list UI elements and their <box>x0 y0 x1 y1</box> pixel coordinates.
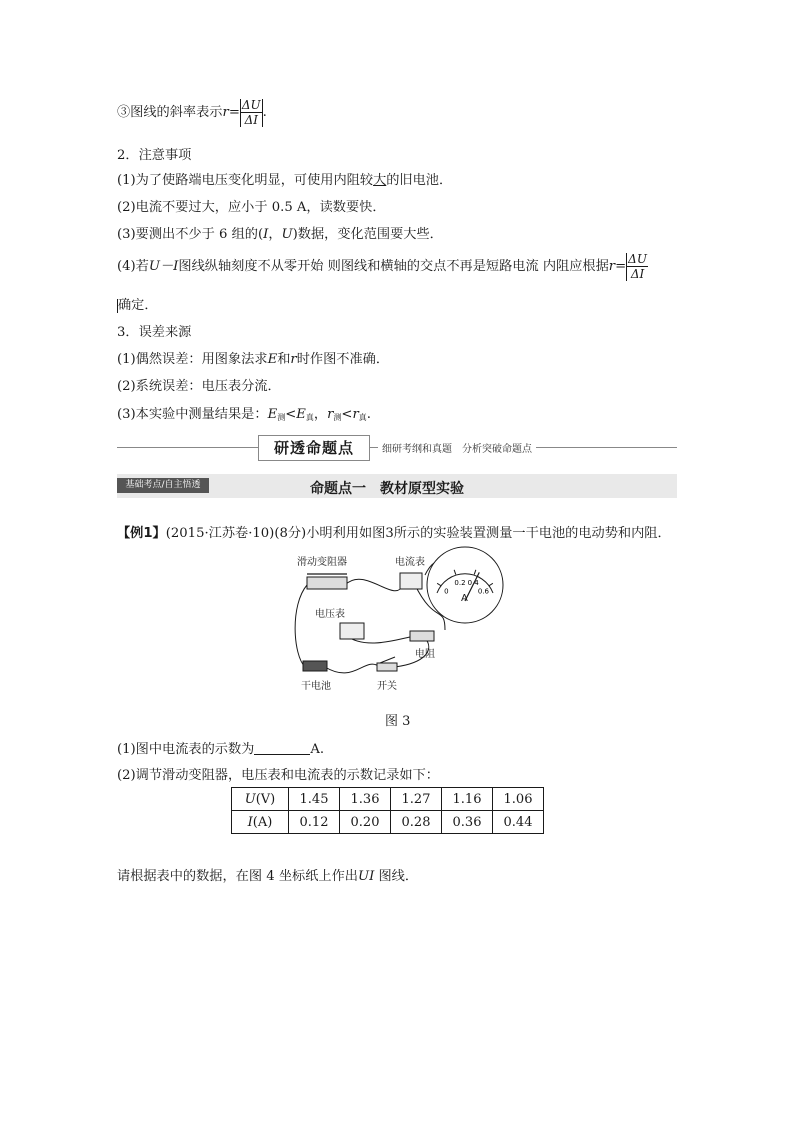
example-label: 【例1】 <box>117 526 166 541</box>
table-header-i <box>232 811 289 834</box>
table-cell: 0.20 <box>340 811 391 834</box>
precaution-2: (2)电流不要过大，应小于 0.5 A，读数要快． <box>117 200 386 215</box>
fraction-denominator: ΔI <box>244 113 258 127</box>
precautions-heading: 2．注意事项 <box>117 148 192 163</box>
fraction-numerator: ΔU <box>241 98 261 112</box>
slope-eq: = <box>228 105 240 120</box>
less-than: < <box>285 407 297 422</box>
error-1-and: 和 <box>277 352 291 367</box>
table-cell: 0.12 <box>289 811 340 834</box>
precaution-4-mid: 图线纵轴刻度不从零开始 则图线和横轴的交点不再是短路电流 内阻应根据 <box>178 259 609 274</box>
battery <box>303 661 327 671</box>
precaution-4-pre: (4)若 <box>117 259 149 274</box>
precaution-4-eq: = <box>615 259 627 274</box>
precaution-1 <box>117 169 452 188</box>
rheostat-label: 滑动变阻器 <box>297 557 347 568</box>
section-subtitle: 细研考纲和真题 分析突破命题点 <box>378 440 536 455</box>
precaution-1-pre: (1)为了使路端电压变化明显，可使用内阻较 <box>117 173 374 188</box>
voltmeter <box>340 623 364 639</box>
precaution-4-tail-text: 确定． <box>118 298 158 313</box>
table-row <box>232 788 544 811</box>
table-row <box>232 811 544 834</box>
question-1 <box>117 738 324 757</box>
example-1 <box>117 522 671 541</box>
rheostat <box>307 577 347 589</box>
header-var: I <box>247 814 253 830</box>
resistor-label: 电阻 <box>415 649 435 660</box>
instruction-pre: 请根据表中的数据，在图 4 坐标纸上作出 <box>117 869 358 884</box>
meter-tick-label: 0.4 <box>467 579 479 588</box>
table-cell: 0.28 <box>391 811 442 834</box>
error-3-end: . <box>366 407 371 422</box>
less-than: < <box>341 407 353 422</box>
precaution-1-emph: 大 <box>373 173 387 188</box>
instruction <box>117 865 418 884</box>
table-cell: 1.06 <box>493 788 544 811</box>
sub-measured: 测 <box>277 413 286 422</box>
emf-measured: E <box>267 407 278 422</box>
section-rule-left <box>117 447 258 448</box>
slope-note-text: ③图线的斜率表示 <box>117 105 223 120</box>
table-cell: 0.44 <box>493 811 544 834</box>
instruction-var: UI <box>357 869 375 884</box>
question-1-post: A. <box>310 742 325 757</box>
measurement-table <box>231 787 544 834</box>
slope-suffix: . <box>262 105 267 120</box>
table-header-u <box>232 788 289 811</box>
errors-heading: 3．误差来源 <box>117 325 192 340</box>
sub-true: 真 <box>358 413 367 422</box>
table-cell: 1.16 <box>442 788 493 811</box>
error-3-pre: (3)本实验中测量结果是： <box>117 407 268 422</box>
section-title: 研透命题点 <box>258 435 370 461</box>
switch <box>377 663 397 671</box>
table-cell: 1.45 <box>289 788 340 811</box>
question-2: (2)调节滑动变阻器，电压表和电流表的示数记录如下： <box>117 768 439 783</box>
r-measured: r <box>327 407 334 422</box>
ammeter-label: 电流表 <box>395 557 425 568</box>
r-true: r <box>352 407 359 422</box>
slope-var: r <box>222 105 229 120</box>
instruction-post: 图线． <box>374 869 419 884</box>
table-cell: 1.36 <box>340 788 391 811</box>
header-unit: (A) <box>252 814 273 830</box>
error-1-pre: (1)偶然误差：用图象法求 <box>117 352 268 367</box>
wire <box>295 585 307 667</box>
meter-unit: A <box>461 593 468 604</box>
slope-note <box>117 98 267 127</box>
error-3-comma: ， <box>313 407 328 422</box>
precaution-4-var: r <box>608 259 616 274</box>
emf-var: E <box>267 352 278 367</box>
meter-tick-label: 0 <box>444 587 449 596</box>
question-1-pre: (1)图中电流表的示数为 <box>117 742 255 757</box>
topic-title: 命题点一 教材原型实验 <box>310 481 464 497</box>
precaution-3 <box>117 223 443 242</box>
precaution-3-pre: (3)要测出不少于 6 组的( <box>117 227 264 242</box>
answer-blank[interactable] <box>254 742 310 755</box>
table-cell: 1.27 <box>391 788 442 811</box>
ammeter <box>400 573 422 589</box>
circuit-diagram <box>285 545 515 705</box>
error-1 <box>117 348 389 367</box>
precaution-1-post: 的旧电池． <box>386 173 453 188</box>
slope-fraction <box>241 98 262 127</box>
fraction-numerator: ΔU <box>628 252 647 266</box>
precaution-4-fraction <box>627 252 648 281</box>
resistor <box>410 631 434 641</box>
figure-caption: 图 3 <box>385 714 411 729</box>
emf-true: E <box>296 407 306 422</box>
resistance-var: r <box>290 352 297 367</box>
current-var: I <box>263 227 269 242</box>
precaution-4-axis: U－I <box>148 259 179 274</box>
switch-lever <box>380 657 395 663</box>
meter-tick-label: 0.6 <box>477 587 490 596</box>
switch-label: 开关 <box>377 681 397 692</box>
wire <box>325 664 380 673</box>
battery-label: 干电池 <box>301 681 331 692</box>
header-unit: (V) <box>255 791 276 807</box>
sub-measured: 测 <box>333 413 342 422</box>
voltmeter-label: 电压表 <box>315 609 345 620</box>
voltage-var: U <box>281 227 293 242</box>
error-1-post: 时作图不准确． <box>296 352 390 367</box>
meter-tick-label: 0.2 <box>454 579 466 588</box>
table-cell: 0.36 <box>442 811 493 834</box>
fraction-denominator: ΔI <box>630 267 645 281</box>
example-text: (2015·江苏卷·10)(8分)小明利用如图3所示的实验装置测量一干电池的电动势和内阻． <box>165 526 671 541</box>
precaution-3-post: )数据，变化范围要大些． <box>292 227 443 242</box>
precaution-4-tail <box>117 294 158 313</box>
error-2: (2)系统误差：电压表分流． <box>117 379 281 394</box>
wire <box>345 579 403 591</box>
sub-true: 真 <box>305 413 314 422</box>
precaution-4 <box>117 252 648 281</box>
header-var: U <box>244 791 256 807</box>
topic-tag: 基础考点/自主悟透 <box>117 478 209 493</box>
precaution-3-comma: ， <box>268 227 282 242</box>
error-3 <box>117 403 371 423</box>
